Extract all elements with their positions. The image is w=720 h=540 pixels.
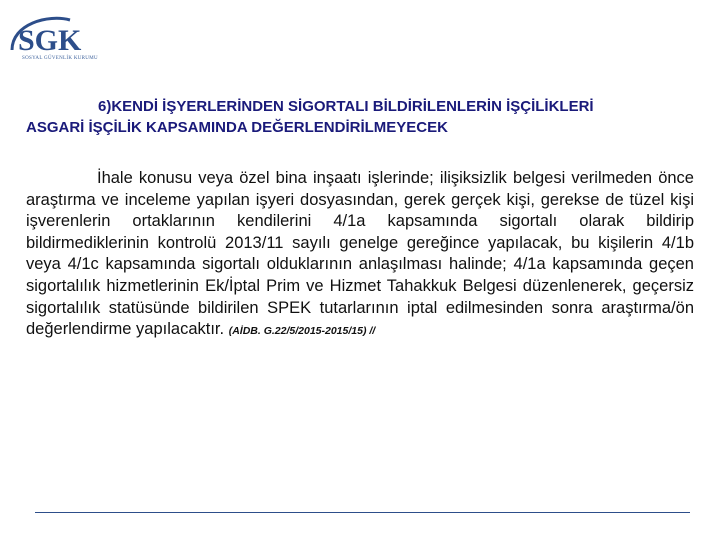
reference-note: (AİDB. G.22/5/2015-2015/15) //: [228, 325, 376, 338]
sgk-logo: [8, 10, 104, 68]
body-paragraph: İhale konusu veya özel bina inşaatı işlerinde; ilişiksizlik belgesi verilmeden önce araştırma ve inceleme yapılan işyeri dosyasından, gerek gerçek kişi, gerekse de tüzel kişi işverenlerin ortaklarının kendilerini 4/1a kapsamında sigortalı olarak bildirip bildirmediklerinin kontrolü 2013/11 sayılı genelge gereğince yapılacak, bu kişilerin 4/1b veya 4/1c kapsamında sigortalı olduklarının anlaşılması halinde; 4/1a kapsamında geçen sigortalılık hizmetlerinin Ek/İptal Prim ve Hizmet Tahakkuk Belgesi düzenlenerek, geçersiz sigortalılık statüsünde bildirilen SPEK tutarlarının iptal edilmesinden sonra araştırma/ön değerlendirme yapılacaktır.: [26, 169, 694, 339]
footer-divider: [35, 512, 690, 513]
slide-heading: [26, 96, 694, 138]
sgk-logo-mark: [8, 10, 104, 58]
heading-line-2: ASGARİ İŞÇİLİK KAPSAMINDA DEĞERLENDİRİLMEYECEK: [26, 119, 448, 136]
sgk-logo-tagline: SOSYAL GÜVENLİK KURUMU: [22, 56, 98, 61]
slide-body: [26, 168, 694, 343]
heading-line-1: 6)KENDİ İŞYERLERİNDEN SİGORTALI BİLDİRİLENLERİN İŞÇİLİKLERİ: [98, 98, 594, 115]
sgk-logo-text: SGK: [18, 24, 82, 57]
